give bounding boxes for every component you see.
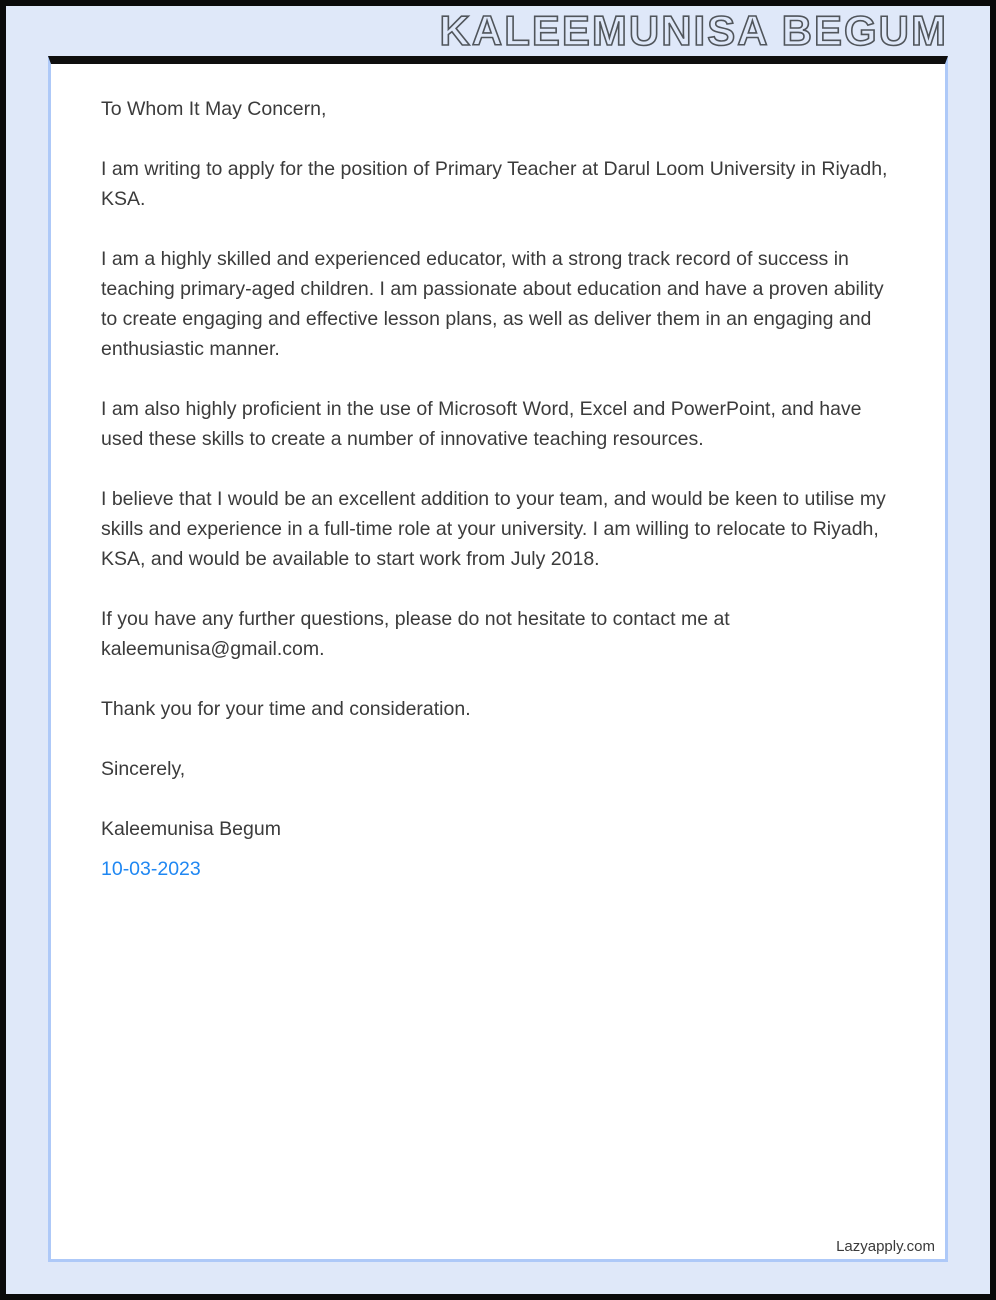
closing-text: Sincerely, bbox=[101, 758, 186, 780]
letter-body-panel bbox=[48, 56, 948, 1262]
letter-paragraph: I am also highly proficient in the use of Microsoft Word, Excel and PowerPoint, and have used these skills to create a number of innovative teaching resources. bbox=[101, 398, 862, 450]
letter-paragraph: I am a highly skilled and experienced educator, with a strong track record of success in teaching primary-aged children. I am passionate about education and have a proven ability to create engaging and effective lesson plans, as well as deliver them in an engaging and enthusiastic manner. bbox=[101, 248, 884, 360]
page-header bbox=[6, 6, 990, 56]
letter-date-link[interactable]: 10-03-2023 bbox=[101, 858, 201, 880]
letter-content bbox=[51, 64, 945, 884]
lazyapply-brand-link[interactable]: Lazyapply.com bbox=[836, 1238, 935, 1255]
letter-paragraph: I believe that I would be an excellent addition to your team, and would be keen to utilise my skills and experience in a full-time role at your university. I am willing to relocate to Riyadh, KSA, and would be available to start work from July 2018. bbox=[101, 488, 886, 570]
letter-paragraph: Thank you for your time and consideration. bbox=[101, 698, 471, 720]
salutation-text: To Whom It May Concern, bbox=[101, 98, 327, 120]
candidate-name-heading: KALEEMUNISA BEGUM bbox=[439, 7, 948, 54]
signature-name: Kaleemunisa Begum bbox=[101, 818, 281, 840]
letter-paragraph: If you have any further questions, please do not hesitate to contact me at kaleemunisa@gmail.com. bbox=[101, 608, 730, 660]
letter-paragraph: I am writing to apply for the position of Primary Teacher at Darul Loom University in Riyadh, KSA. bbox=[101, 158, 888, 210]
